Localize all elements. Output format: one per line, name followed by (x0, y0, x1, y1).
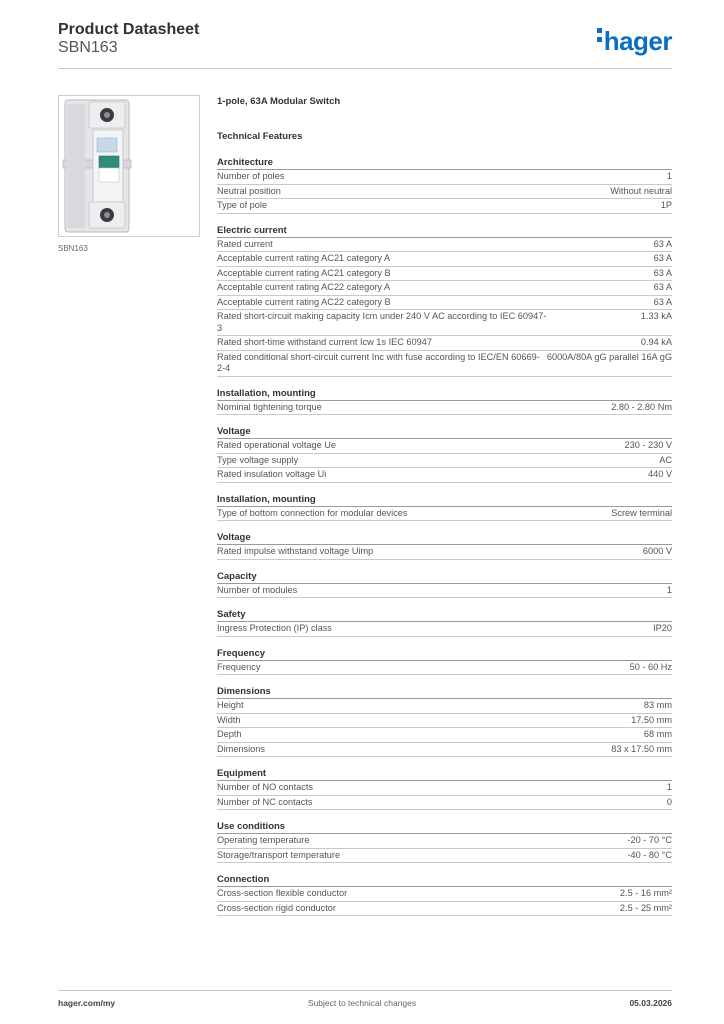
spec-content (217, 95, 672, 926)
spec-label: Dimensions (217, 743, 265, 754)
spec-label: Rated impulse withstand voltage Uimp (217, 546, 374, 556)
spec-value: 83 mm (643, 700, 672, 710)
spec-value: 1P (660, 200, 672, 210)
spec-label: Rated current (217, 238, 273, 249)
section-title: Frequency (217, 647, 672, 661)
spec-label: Acceptable current rating AC22 category B (217, 296, 391, 307)
spec-label: Ingress Protection (IP) class (217, 623, 332, 633)
spec-label: Height (217, 700, 244, 710)
section-title: Installation, mounting (217, 493, 672, 507)
spec-section (217, 608, 672, 637)
spec-value: 63 A (653, 238, 672, 249)
spec-label: Operating temperature (217, 835, 310, 845)
spec-value: 0.94 kA (640, 337, 672, 347)
spec-label: Type voltage supply (217, 454, 299, 465)
spec-value: 230 - 230 V (624, 440, 672, 450)
spec-section (217, 156, 672, 214)
spec-value: Screw terminal (611, 507, 672, 518)
spec-label: Rated insulation voltage Ui (217, 469, 327, 479)
spec-row (217, 296, 672, 311)
product-image-caption: SBN163 (58, 244, 88, 253)
spec-label: Width (217, 714, 241, 725)
spec-value: 63 A (653, 282, 672, 292)
spec-section (217, 224, 672, 377)
spec-label: Acceptable current rating AC21 category B (217, 267, 391, 278)
spec-section (217, 873, 672, 916)
header-divider (58, 68, 672, 69)
spec-row (217, 834, 672, 849)
spec-row (217, 267, 672, 282)
spec-row (217, 902, 672, 917)
spec-value: 63 A (653, 267, 672, 278)
spec-label: Number of modules (217, 584, 298, 595)
spec-section (217, 685, 672, 757)
spec-value: 17.50 mm (631, 714, 672, 725)
spec-label: Number of NO contacts (217, 782, 313, 792)
section-title: Voltage (217, 531, 672, 545)
footer-date: 05.03.2026 (629, 998, 672, 1008)
spec-label: Cross-section flexible conductor (217, 888, 348, 898)
spec-section (217, 767, 672, 810)
logo-dots-icon (597, 28, 602, 46)
footer-website: hager.com/my (58, 998, 116, 1008)
section-title: Dimensions (217, 685, 672, 699)
section-title: Connection (217, 873, 672, 887)
spec-value: 68 mm (643, 729, 672, 739)
spec-row (217, 507, 672, 522)
spec-label: Type of bottom connection for modular devices (217, 507, 408, 518)
spec-row (217, 336, 672, 351)
spec-row (217, 401, 672, 416)
spec-value: 1.33 kA (640, 311, 672, 321)
spec-row (217, 468, 672, 483)
spec-row (217, 170, 672, 185)
spec-value: 2.80 - 2.80 Nm (611, 401, 672, 412)
product-image (58, 95, 200, 237)
spec-row (217, 622, 672, 637)
spec-value: IP20 (653, 623, 672, 633)
spec-row (217, 454, 672, 469)
section-title: Equipment (217, 767, 672, 781)
spec-label: Cross-section rigid conductor (217, 902, 336, 913)
spec-row (217, 281, 672, 296)
spec-value: 2.5 - 16 mm² (619, 888, 672, 898)
spec-label: Frequency (217, 661, 261, 672)
spec-row (217, 887, 672, 902)
section-title: Electric current (217, 224, 672, 238)
section-title: Installation, mounting (217, 387, 672, 401)
spec-value: 6000A/80A gG parallel 16A gG (546, 351, 672, 362)
spec-value: 1 (666, 584, 672, 595)
section-title: Use conditions (217, 820, 672, 834)
spec-section (217, 531, 672, 560)
spec-label: Storage/transport temperature (217, 849, 341, 860)
spec-label: Rated operational voltage Ue (217, 440, 337, 450)
section-title: Safety (217, 608, 672, 622)
spec-row (217, 728, 672, 743)
spec-label: Number of poles (217, 171, 285, 181)
spec-row (217, 252, 672, 267)
spec-value: 2.5 - 25 mm² (619, 902, 672, 913)
spec-sections (217, 156, 672, 916)
spec-value: 83 x 17.50 mm (611, 743, 672, 754)
spec-row (217, 849, 672, 864)
spec-section (217, 493, 672, 522)
spec-row (217, 545, 672, 560)
spec-value: -20 - 70 °C (627, 835, 672, 845)
spec-section (217, 647, 672, 676)
spec-label: Rated short-circuit making capacity Icm under 240 V AC according to IEC 60947-3 (217, 311, 547, 333)
spec-row (217, 661, 672, 676)
spec-section (217, 820, 672, 863)
spec-label: Rated short-time withstand current Icw 1s IEC 60947 (217, 337, 432, 347)
spec-label: Depth (217, 729, 242, 739)
spec-row (217, 714, 672, 729)
hager-logo (597, 26, 672, 56)
spec-row (217, 699, 672, 714)
footer-divider (58, 990, 672, 991)
spec-label: Nominal tightening torque (217, 401, 322, 412)
spec-label: Rated conditional short-circuit current Inc with fuse according to IEC/EN 60669-2-4 (217, 351, 540, 373)
spec-row (217, 439, 672, 454)
spec-label: Number of NC contacts (217, 796, 313, 807)
section-title: Voltage (217, 425, 672, 439)
spec-row (217, 199, 672, 214)
spec-value: 50 - 60 Hz (629, 661, 672, 672)
spec-value: 1 (666, 171, 672, 181)
spec-row (217, 781, 672, 796)
logo-text: hager (603, 26, 672, 56)
spec-label: Acceptable current rating AC22 category A (217, 282, 391, 292)
spec-value: 1 (666, 782, 672, 792)
spec-row (217, 238, 672, 253)
spec-section (217, 425, 672, 483)
spec-value: 440 V (647, 469, 672, 479)
spec-section (217, 570, 672, 599)
modular-switch-icon (59, 96, 199, 236)
product-code: SBN163 (58, 39, 118, 56)
spec-value: AC (659, 454, 672, 465)
spec-section (217, 387, 672, 416)
spec-value: -40 - 80 °C (627, 849, 672, 860)
spec-row (217, 584, 672, 599)
spec-label: Type of pole (217, 200, 268, 210)
section-title: Capacity (217, 570, 672, 584)
product-name: 1-pole, 63A Modular Switch (217, 96, 341, 107)
section-title: Architecture (217, 156, 672, 170)
spec-row (217, 796, 672, 811)
spec-row (217, 351, 672, 377)
spec-value: 63 A (653, 253, 672, 263)
spec-value: 6000 V (642, 546, 672, 556)
spec-row (217, 310, 672, 336)
footer-notice: Subject to technical changes (307, 998, 417, 1008)
spec-label: Acceptable current rating AC21 category A (217, 253, 391, 263)
spec-value: 0 (666, 796, 672, 807)
spec-row (217, 743, 672, 758)
spec-label: Neutral position (217, 185, 281, 196)
spec-value: Without neutral (610, 185, 672, 196)
spec-row (217, 185, 672, 200)
spec-value: 63 A (653, 296, 672, 307)
page-title: Product Datasheet (58, 21, 200, 38)
technical-features-heading: Technical Features (217, 131, 303, 142)
